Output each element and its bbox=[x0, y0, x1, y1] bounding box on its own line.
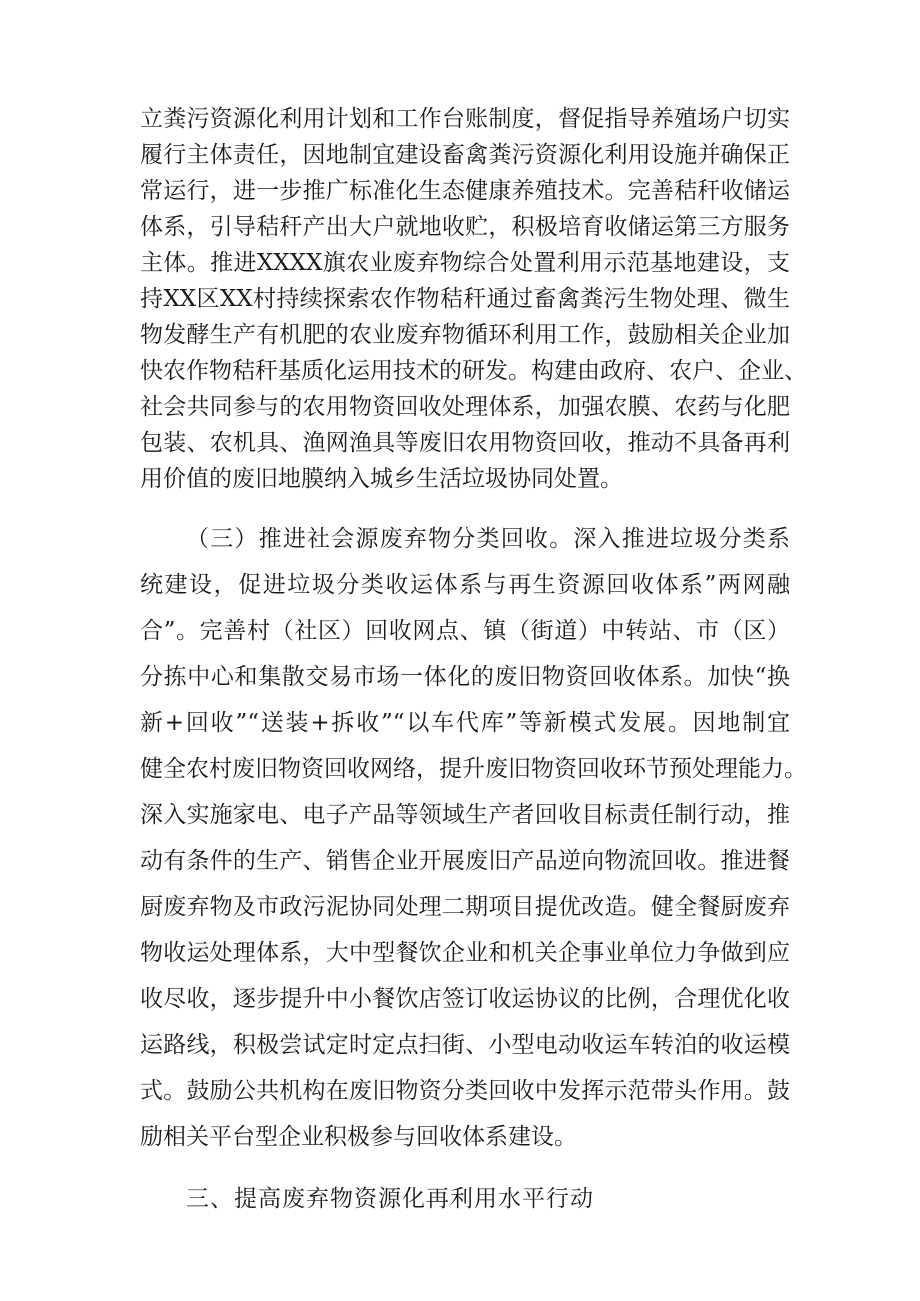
paragraph1-line-5: 主体。推进XXXX旗农业废弃物综合处置利用示范基地建设，支 bbox=[140, 250, 790, 276]
paragraph1-line-4: 体系，引导秸秆产出大户就地收贮，积极培育收储运第三方服务 bbox=[140, 214, 790, 240]
paragraph2-line-7: 深入实施家电、电子产品等领域生产者回收目标责任制行动，推 bbox=[140, 802, 790, 828]
paragraph1-line-8: 快农作物秸秆基质化运用技术的研发。构建由政府、农户、企业、 bbox=[140, 358, 807, 384]
paragraph2-line-2: 统建设，促进垃圾分类收运体系与再生资源回收体系”两网融 bbox=[140, 572, 790, 598]
paragraph2-line-6: 健全农村废旧物资回收网络，提升废旧物资回收环节预处理能力。 bbox=[140, 756, 807, 782]
paragraph2-line-9: 厨废弃物及市政污泥协同处理二期项目提优改造。健全餐厨废弃 bbox=[140, 894, 790, 920]
section-heading: 三、提高废弃物资源化再利用水平行动 bbox=[186, 1186, 594, 1212]
paragraph1-line-7: 物发酵生产有机肥的农业废弃物循环利用工作，鼓励相关企业加 bbox=[140, 322, 790, 348]
paragraph1-line-6: 持XX区XX村持续探索农作物秸秆通过畜禽粪污生物处理、微生 bbox=[140, 286, 790, 312]
paragraph2-line-12: 运路线，积极尝试定时定点扫街、小型电动收运车转泊的收运模 bbox=[140, 1032, 790, 1058]
paragraph2-line-8: 动有条件的生产、销售企业开展废旧产品逆向物流回收。推进餐 bbox=[140, 848, 790, 874]
paragraph2-line-13: 式。鼓励公共机构在废旧物资分类回收中发挥示范带头作用。鼓 bbox=[140, 1078, 790, 1104]
paragraph1-line-1: 立粪污资源化利用计划和工作台账制度，督促指导养殖场户切实 bbox=[140, 106, 790, 132]
paragraph1-line-3: 常运行，进一步推广标准化生态健康养殖技术。完善秸秆收储运 bbox=[140, 178, 790, 204]
paragraph1-line-10: 包装、农机具、渔网渔具等废旧农用物资回收，推动不具备再利 bbox=[140, 430, 790, 456]
paragraph1-line-9: 社会共同参与的农用物资回收处理体系，加强农膜、农药与化肥 bbox=[140, 394, 790, 420]
paragraph2-line-14: 励相关平台型企业积极参与回收体系建设。 bbox=[140, 1124, 577, 1150]
paragraph2-line-5: 新+回收”“送装+拆收”“以车代库”等新模式发展。因地制宜 bbox=[140, 710, 790, 736]
paragraph2-line-10: 物收运处理体系，大中型餐饮企业和机关企事业单位力争做到应 bbox=[140, 940, 790, 966]
paragraph2-line-1: （三）推进社会源废弃物分类回收。深入推进垃圾分类系 bbox=[186, 526, 790, 552]
paragraph2-line-4: 分拣中心和集散交易市场一体化的废旧物资回收体系。加快“换 bbox=[140, 664, 790, 690]
paragraph2-line-3: 合”。完善村（社区）回收网点、镇（街道）中转站、市（区） bbox=[140, 618, 790, 644]
paragraph2-line-11: 收尽收，逐步提升中小餐饮店签订收运协议的比例，合理优化收 bbox=[140, 986, 790, 1012]
paragraph1-line-11: 用价值的废旧地膜纳入城乡生活垃圾协同处置。 bbox=[140, 466, 623, 492]
paragraph1-line-2: 履行主体责任，因地制宜建设畜禽粪污资源化利用设施并确保正 bbox=[140, 142, 790, 168]
